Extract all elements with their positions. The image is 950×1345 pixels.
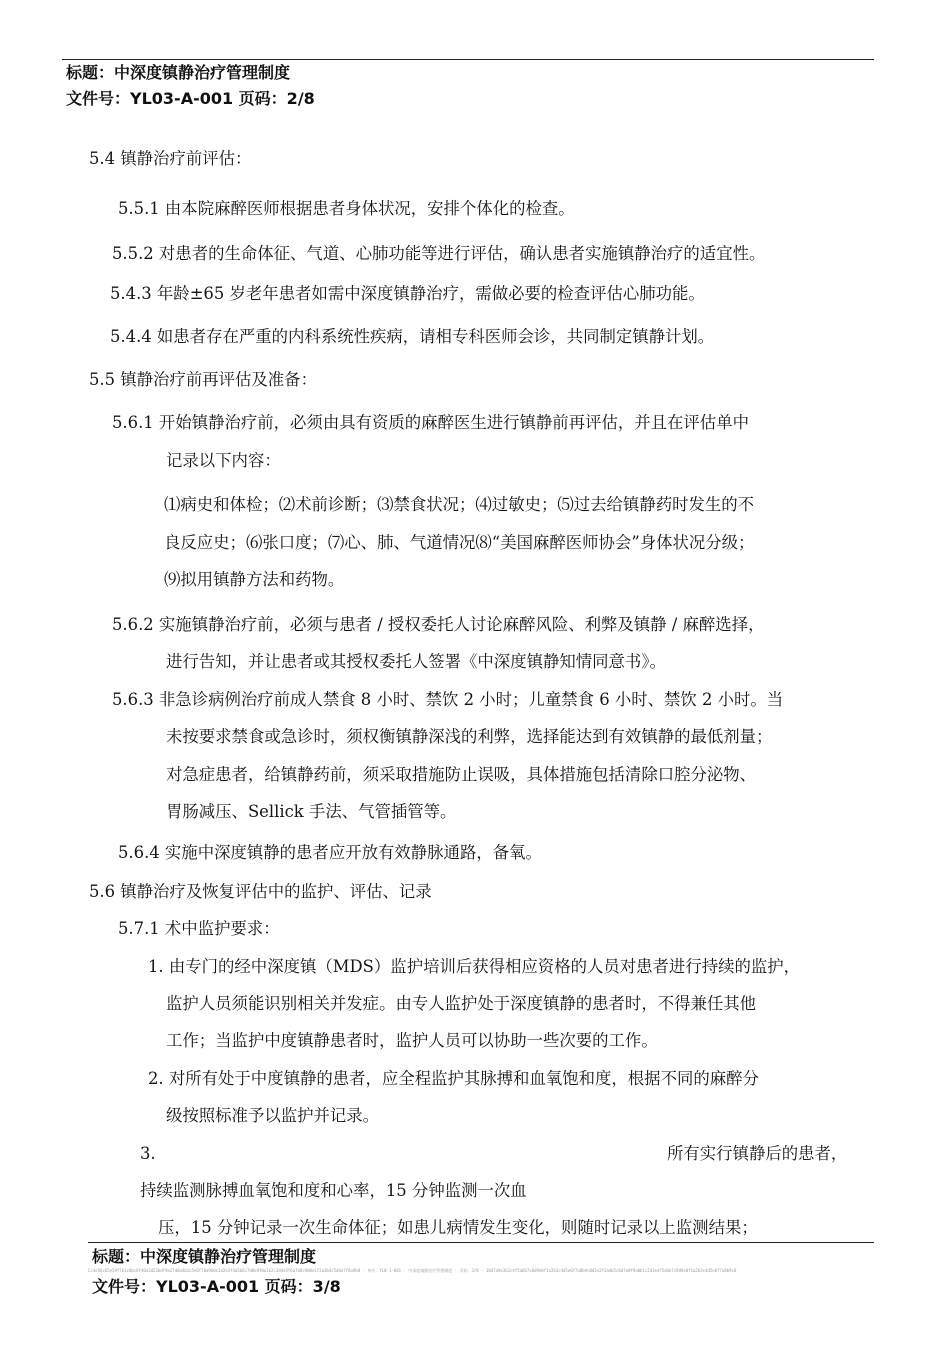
item-5-6-2-line1: 5.6.2 实施镇静治疗前，必须与患者 / 授权委托人讨论麻醉风险、利弊及镇静 / 麻醉选择， (112, 615, 765, 634)
header-top-rule (62, 59, 874, 60)
faint-metadata-strip: Cc4e56c65e59f7b1c0bc6f40a3d23bdf9e27d0a4b1c5e6f78a9b0c1d2e3f4a5b6c7d8e9f0a1b2c3d4e5f6a7b8c9d0e1f2a3b4c5d6e7f8a9b0 · 单位：YL0-1-001 · 中深度镇静治疗管理制度 · 页码：3/8 · 10d7a9e3b2c4f5a6b7c8d9e0f1a2b3c4d5e6f7a8b9c0d1e2f3a4b5c6d7e8f9a0b1c2d3e4f5a6b7c8d9e0f1a2b3c4d5e6f7a8b9c0 (88, 1268, 737, 1273)
item-5-5-2: 5.5.2 对患者的生命体征、气道、心肺功能等进行评估，确认患者实施镇静治疗的适宜性。 (112, 244, 766, 263)
item-5-6-1-line1: 5.6.1 开始镇静治疗前，必须由具有资质的麻醉医生进行镇静前再评估，并且在评估单中 (112, 413, 749, 432)
section-5-6-heading: 5.6 镇静治疗及恢复评估中的监护、评估、记录 (89, 882, 432, 901)
monitor-req-3-line3: 压，15 分钟记录一次生命体征；如患儿病情发生变化，则随时记录以上监测结果； (158, 1218, 758, 1237)
item-5-6-2-line2: 进行告知，并让患者或其授权委托人签署《中深度镇静知情同意书》。 (166, 652, 666, 671)
section-5-4-heading: 5.4 镇静治疗前评估： (89, 149, 252, 168)
item-5-5-1: 5.5.1 由本院麻醉医师根据患者身体状况，安排个体化的检查。 (118, 199, 575, 218)
header-bottom-docno: 文件号：YL03-A-001 页码：3/8 (92, 1277, 341, 1296)
monitor-req-1-line3: 工作；当监护中度镇静患者时，监护人员可以协助一些次要的工作。 (166, 1031, 658, 1050)
monitor-req-2-line2: 级按照标准予以监护并记录。 (166, 1106, 380, 1125)
monitor-req-2-line1: 2. 对所有处于中度镇静的患者，应全程监护其脉搏和血氧饱和度，根据不同的麻醉分 (148, 1069, 759, 1088)
monitor-req-3-text-right: 所有实行镇静后的患者， (667, 1144, 848, 1163)
item-5-6-1-line2: 记录以下内容： (166, 451, 281, 470)
header-bottom-rule (88, 1242, 874, 1243)
item-5-6-3-line1: 5.6.3 非急诊病例治疗前成人禁食 8 小时、禁饮 2 小时；儿童禁食 6 小时、禁饮 2 小时。当 (112, 690, 784, 709)
item-5-6-4: 5.6.4 实施中深度镇静的患者应开放有效静脉通路，备氧。 (118, 843, 542, 862)
item-5-6-3-line3: 对急症患者，给镇静药前，须采取措施防止误吸，具体措施包括清除口腔分泌物、 (166, 765, 757, 784)
item-5-6-3-line4: 胃肠减压、Sellick 手法、气管插管等。 (166, 802, 457, 821)
item-5-4-3: 5.4.3 年龄±65 岁老年患者如需中深度镇静治疗，需做必要的检查评估心肺功能。 (110, 284, 705, 303)
header-top-title: 标题：中深度镇静治疗管理制度 (66, 63, 291, 82)
monitor-req-1-line2: 监护人员须能识别相关并发症。由专人监护处于深度镇静的患者时，不得兼任其他 (166, 994, 757, 1013)
item-5-6-3-line2: 未按要求禁食或急诊时，须权衡镇静深浅的利弊，选择能达到有效镇静的最低剂量； (166, 727, 773, 746)
item-5-7-1: 5.7.1 术中监护要求： (118, 919, 280, 938)
record-list-line1: ⑴病史和体检；⑵术前诊断；⑶禁食状况；⑷过敏史；⑸过去给镇静药时发生的不 (164, 495, 755, 514)
item-5-4-4: 5.4.4 如患者存在严重的内科系统性疾病，请相专科医师会诊，共同制定镇静计划。 (110, 327, 715, 346)
header-top-docno: 文件号：YL03-A-001 页码：2/8 (66, 89, 315, 108)
monitor-req-1-line1: 1. 由专门的经中深度镇（MDS）监护培训后获得相应资格的人员对患者进行持续的监护， (148, 957, 801, 976)
monitor-req-3-number: 3. (140, 1144, 156, 1163)
record-list-line3: ⑼拟用镇静方法和药物。 (164, 570, 345, 589)
header-bottom-title: 标题：中深度镇静治疗管理制度 (92, 1247, 317, 1266)
monitor-req-3-line2: 持续监测脉搏血氧饱和度和心率，15 分钟监测一次血 (140, 1181, 527, 1200)
record-list-line2: 良反应史；⑹张口度；⑺心、肺、气道情况⑻“美国麻醉医师协会”身体状况分级； (164, 533, 755, 552)
section-5-5-heading: 5.5 镇静治疗前再评估及准备： (89, 370, 317, 389)
